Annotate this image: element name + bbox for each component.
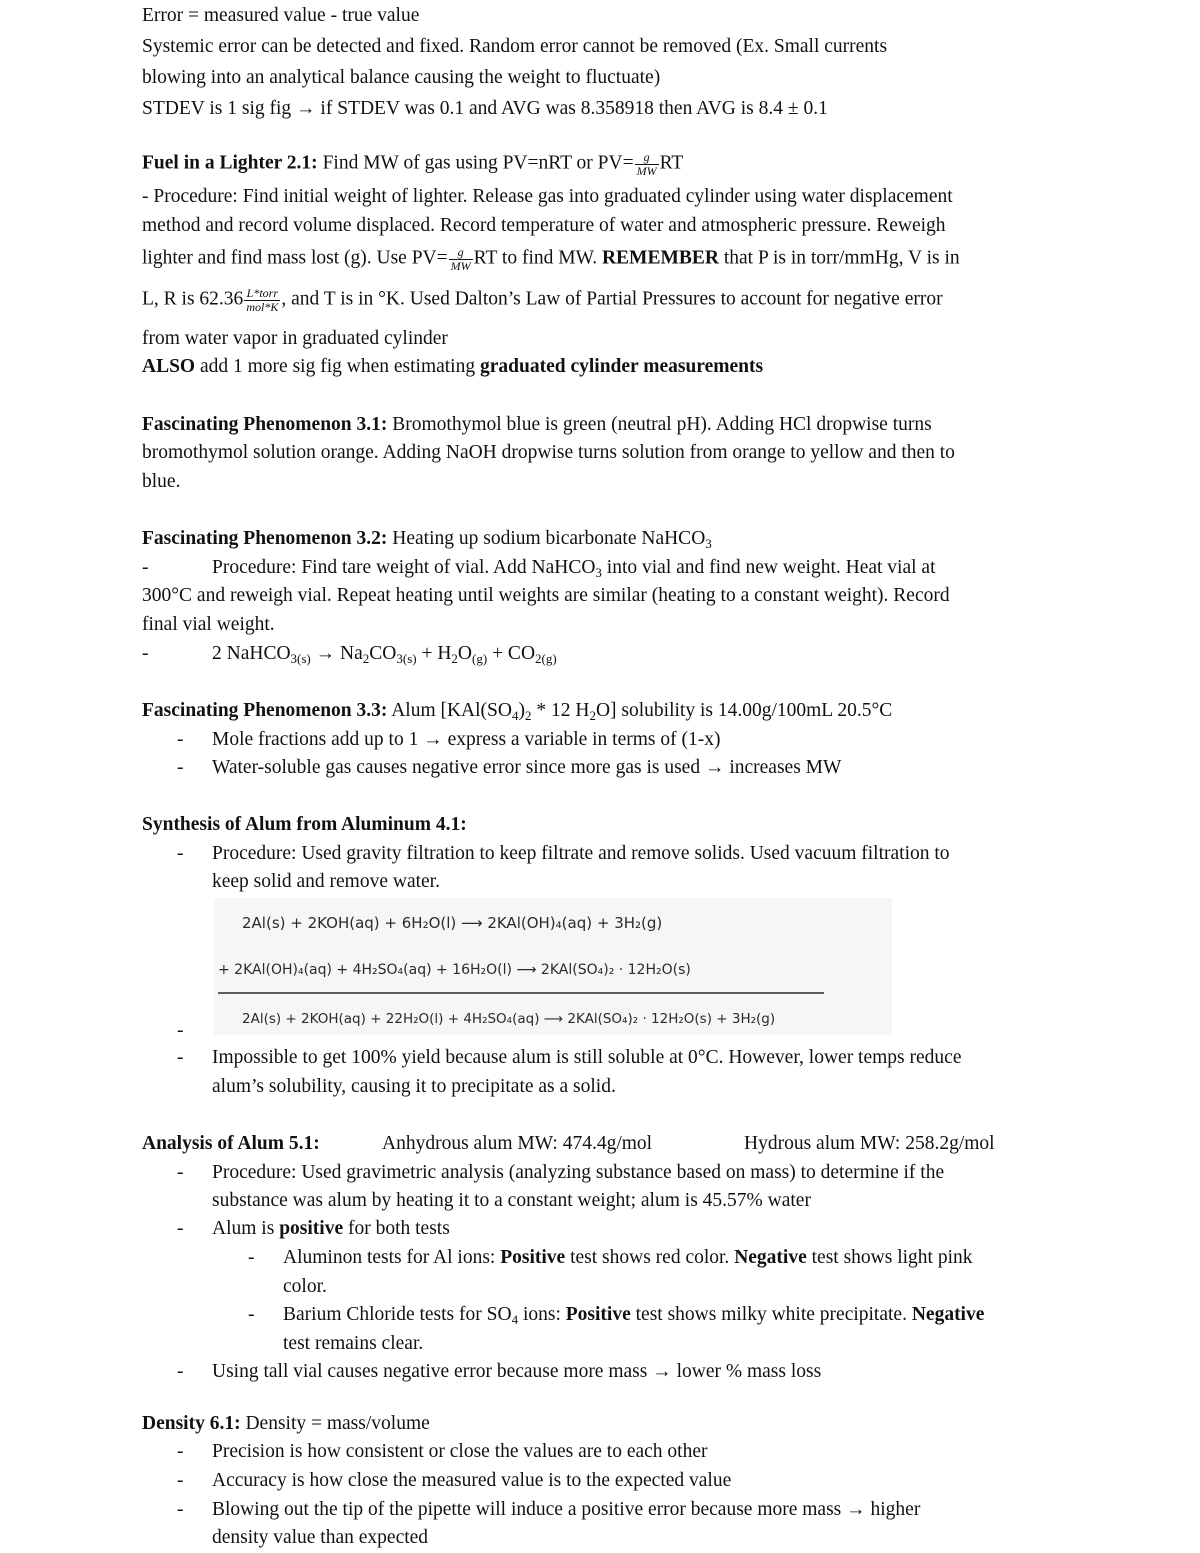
section-heading: Analysis of Alum 5.1: <box>142 1133 320 1154</box>
bullet-dash: - <box>177 1162 184 1183</box>
density-heading-line: Density 6.1: Density = mass/volume <box>142 1413 430 1434</box>
handwritten-equation-sum: 2Al(s) + 2KOH(aq) + 22H₂O(l) + 4H₂SO₄(aq) ⟶ 2KAl(SO₄)₂ · 12H₂O(s) + 3H₂(g) <box>242 1011 776 1027</box>
stdev-rule: STDEV is 1 sig fig → if STDEV was 0.1 and AVG was 8.358918 then AVG is 8.4 ± 0.1 <box>142 98 828 119</box>
bullet-dash: - <box>177 729 184 750</box>
analysis-heading-line <box>142 1133 995 1154</box>
bullet-dash: - <box>142 643 149 664</box>
systemic-error-line-2: blowing into an analytical balance causing the weight to fluctuate) <box>142 67 661 88</box>
section-heading: Fuel in a Lighter 2.1: <box>142 152 318 174</box>
fuel-procedure-line-4: L, R is 62.36 $\frac{\text{L*torr}}{\text{mol*K}}$ , and T is in °K. Used Dalton’s Law of Partial Pressures to account for negative error <box>142 286 943 314</box>
section-heading: Fascinating Phenomenon 3.2: <box>142 528 388 549</box>
bullet-dash: - <box>177 1020 184 1041</box>
fuel-procedure-line-2: method and record volume displaced. Record temperature of water and atmospheric pressure. Reweigh <box>142 215 946 236</box>
bullet-dash: - <box>177 757 184 778</box>
bullet-dash: - <box>177 1361 184 1382</box>
hydrous-mw: Hydrous alum MW: 258.2g/mol <box>744 1133 995 1154</box>
fp32-line-1: Fascinating Phenomenon 3.2: Heating up sodium bicarbonate NaHCO$_3$ <box>142 528 712 551</box>
bullet-dash: - <box>177 1218 184 1239</box>
section-heading: Fascinating Phenomenon 3.1: <box>142 414 388 435</box>
fp32-equation: - 2 NaHCO$_{3(s)}$ → $Na_2CO_{3(s)} + H_2O_{(g)} + CO_{2(g)}$ <box>142 643 557 666</box>
bullet-dash: - <box>177 1441 184 1462</box>
fp31-line-1: Fascinating Phenomenon 3.1: Bromothymol blue is green (neutral pH). Adding HCl dropwise turns <box>142 414 932 435</box>
fp32-procedure-line-1: - Procedure: Find tare weight of vial. Add NaHCO$_3$ into vial and find new weight. Heat vial at <box>142 557 936 580</box>
gas-constant-units-fraction: $\frac{\text{L*torr}}{\text{mol*K}}$ <box>246 286 279 314</box>
fuel-procedure-line-5: from water vapor in graduated cylinder <box>142 328 448 349</box>
fp32-procedure-line-3: final vial weight. <box>142 614 275 635</box>
fuel-also-note: ALSO add 1 more sig fig when estimating graduated cylinder measurements <box>142 356 764 377</box>
handwritten-equations-image <box>214 898 892 1035</box>
g-over-mw-fraction: $\frac{g}{MW}$ <box>450 245 471 273</box>
bullet-dash: - <box>177 1470 184 1491</box>
bullet-dash: - <box>248 1304 255 1325</box>
fp31-line-3: blue. <box>142 471 181 492</box>
section-heading: Density 6.1: <box>142 1413 241 1434</box>
fp32-procedure-line-2: 300°C and reweigh vial. Repeat heating until weights are similar (heating to a constant weight). Record <box>142 585 950 606</box>
bullet-dash: - <box>177 1047 184 1068</box>
section-heading: Fascinating Phenomenon 3.3: <box>142 700 388 721</box>
bullet-dash: - <box>142 557 149 578</box>
section-heading: Synthesis of Alum from Aluminum 4.1: <box>142 814 467 835</box>
handwritten-equation-2: + 2KAl(OH)₄(aq) + 4H₂SO₄(aq) + 16H₂O(l) ⟶ 2KAl(SO₄)₂ · 12H₂O(s) <box>218 962 691 978</box>
fp33-line-1: Fascinating Phenomenon 3.3: Alum [$KAl(SO_4)_2 * 12$ $H_2O$] solubility is 14.00g/100mL 20.5°C <box>142 700 893 723</box>
bullet-dash: - <box>177 1499 184 1520</box>
fuel-procedure-line-3: lighter and find mass lost (g). Use PV= $\frac{g}{MW}$ RT to find MW. REMEMBER that P is in torr/mmHg, V is in <box>142 245 960 273</box>
systemic-error-line-1: Systemic error can be detected and fixed. Random error cannot be removed (Ex. Small currents <box>142 36 888 57</box>
g-over-mw-fraction: $\frac{g}{MW}$ <box>636 150 657 178</box>
fp31-line-2: bromothymol solution orange. Adding NaOH dropwise turns solution from orange to yellow and then to <box>142 442 955 463</box>
anhydrous-mw: Anhydrous alum MW: 474.4g/mol <box>382 1133 653 1154</box>
handwritten-equation-1: 2Al(s) + 2KOH(aq) + 6H₂O(l) ⟶ 2KAl(OH)₄(aq) + 3H₂(g) <box>242 914 663 932</box>
bullet-dash: - <box>248 1247 255 1268</box>
bullet-dash: - <box>177 843 184 864</box>
fuel-procedure-line-1: - Procedure: Find initial weight of lighter. Release gas into graduated cylinder using water displacement <box>142 186 953 207</box>
error-definition: Error = measured value - true value <box>142 5 420 26</box>
fuel-lighter-heading-line: Fuel in a Lighter 2.1: Find MW of gas using PV=nRT or PV= $\frac{g}{MW}$ RT <box>142 150 684 178</box>
